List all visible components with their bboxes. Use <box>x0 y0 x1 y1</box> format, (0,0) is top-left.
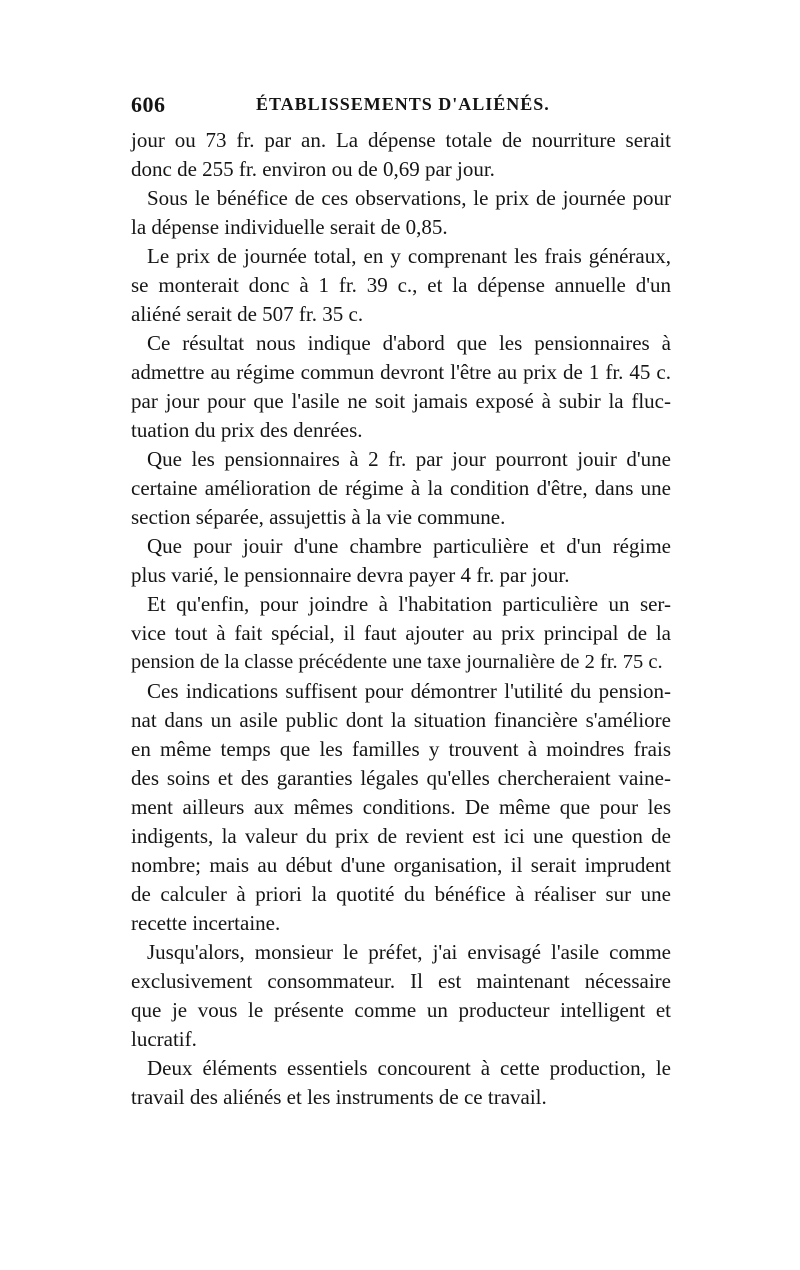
text-line: certaine amélioration de régime à la condition d'être, dans une <box>131 476 671 500</box>
text-line: aliéné serait de 507 fr. 35 c. <box>131 302 364 326</box>
text-line: lucratif. <box>131 1027 197 1051</box>
text-line: vice tout à fait spécial, il faut ajouter au prix principal de la <box>131 621 671 645</box>
text-line: plus varié, le pensionnaire devra payer 4 fr. par jour. <box>131 563 570 587</box>
text-line: que je vous le présente comme un producteur intelligent et <box>131 998 671 1022</box>
text-line: Et qu'enfin, pour joindre à l'habitation particulière un ser- <box>147 592 671 616</box>
running-title: ÉTABLISSEMENTS D'ALIÉNÉS. <box>256 94 550 114</box>
text-line: Ces indications suffisent pour démontrer l'utilité du pension- <box>147 679 671 703</box>
body-text <box>131 126 671 1112</box>
text-line: Le prix de journée total, en y comprenant les frais généraux, <box>147 244 671 268</box>
text-line: Que les pensionnaires à 2 fr. par jour pourront jouir d'une <box>147 447 671 471</box>
text-line: Deux éléments essentiels concourent à cette production, le <box>147 1056 671 1080</box>
text-line: travail des aliénés et les instruments de ce travail. <box>131 1085 547 1109</box>
text-line: se monterait donc à 1 fr. 39 c., et la dépense annuelle d'un <box>131 273 671 297</box>
text-line: donc de 255 fr. environ ou de 0,69 par jour. <box>131 157 495 181</box>
text-line: de calculer à priori la quotité du bénéfice à réaliser sur une <box>131 882 671 906</box>
text-line: admettre au régime commun devront l'être au prix de 1 fr. 45 c. <box>131 360 671 384</box>
page-number: 606 <box>131 92 166 117</box>
text-line: indigents, la valeur du prix de revient est ici une question de <box>131 824 671 848</box>
text-line: nat dans un asile public dont la situation financière s'améliore <box>131 708 671 732</box>
text-line: Que pour jouir d'une chambre particulière et d'un régime <box>147 534 671 558</box>
text-line: Sous le bénéfice de ces observations, le prix de journée pour <box>147 186 671 210</box>
text-line: en même temps que les familles y trouvent à moindres frais <box>131 737 671 761</box>
text-line: Jusqu'alors, monsieur le préfet, j'ai envisagé l'asile comme <box>147 940 671 964</box>
text-line: jour ou 73 fr. par an. La dépense totale de nourriture serait <box>131 128 671 152</box>
text-line: la dépense individuelle serait de 0,85. <box>131 215 448 239</box>
text-line: nombre; mais au début d'une organisation, il serait imprudent <box>131 853 671 877</box>
text-line: des soins et des garanties légales qu'elles chercheraient vaine- <box>131 766 671 790</box>
running-head <box>131 92 671 122</box>
text-line: pension de la classe précédente une taxe journalière de 2 fr. 75 c. <box>131 651 663 673</box>
text-line: ment ailleurs aux mêmes conditions. De même que pour les <box>131 795 671 819</box>
text-line: section séparée, assujettis à la vie commune. <box>131 505 506 529</box>
text-line: exclusivement consommateur. Il est maintenant nécessaire <box>131 969 671 993</box>
text-line: Ce résultat nous indique d'abord que les pensionnaires à <box>147 331 671 355</box>
text-line: recette incertaine. <box>131 911 281 935</box>
text-line: par jour pour que l'asile ne soit jamais exposé à subir la fluc- <box>131 389 671 413</box>
text-line: tuation du prix des denrées. <box>131 418 363 442</box>
